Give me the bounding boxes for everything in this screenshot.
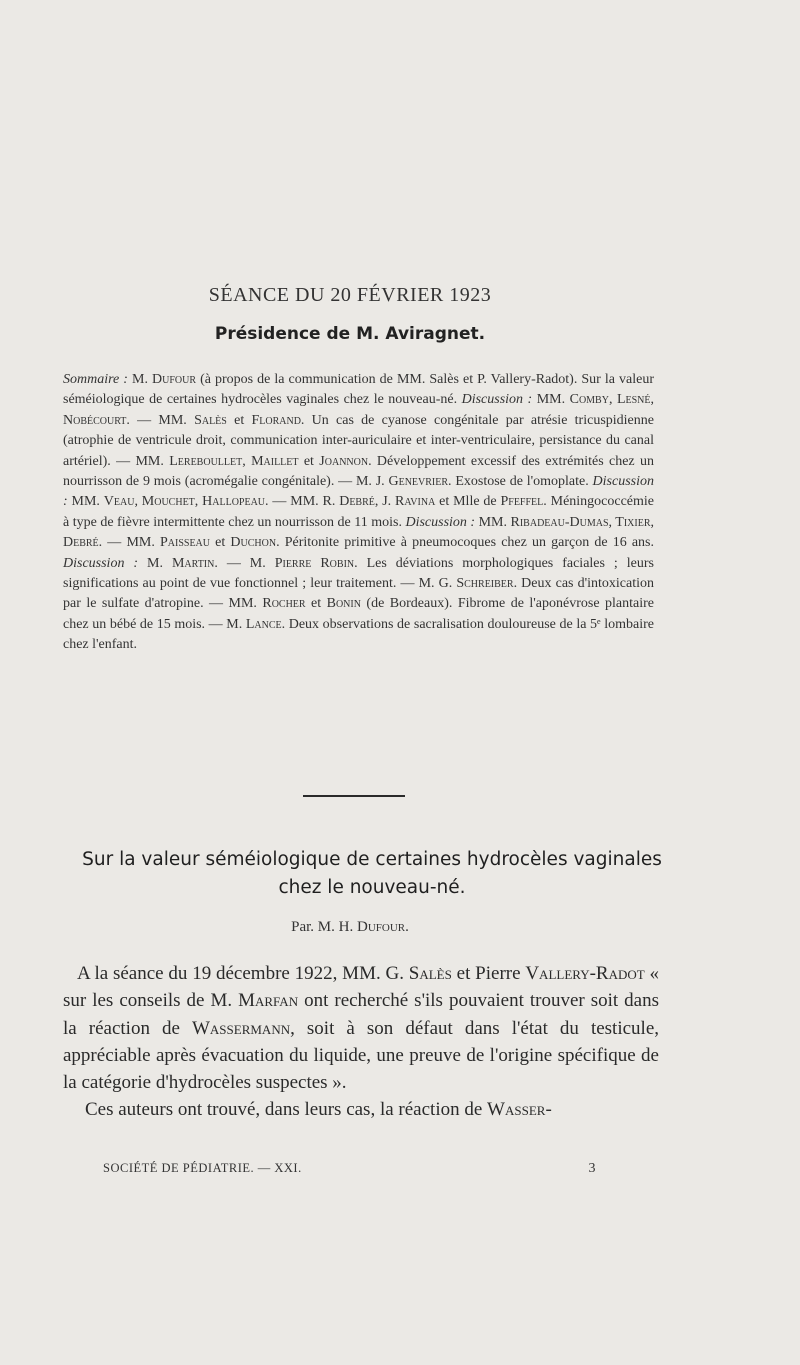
text-run: MM. bbox=[475, 514, 511, 530]
footer-journal: SOCIÉTÉ DE PÉDIATRIE. — XXI. bbox=[103, 1161, 302, 1175]
article-title-line-1: Sur la valeur séméiologique de certaines hydrocèles vaginales bbox=[82, 849, 662, 870]
author-name: Bonin bbox=[326, 596, 361, 612]
discussion-label: Discussion : bbox=[63, 474, 654, 510]
text-run: « sur les conseils de M. bbox=[63, 963, 660, 1012]
text-run: et bbox=[305, 596, 327, 612]
text-run: Ces auteurs ont trouvé, dans leurs cas, la réaction de bbox=[85, 1099, 488, 1121]
text-run: . — MM. R. bbox=[265, 494, 340, 510]
text-run: . Développement excessif des extrémités chez un nourrisson de 9 mois (acromégalie congénitale). — M. J. bbox=[63, 453, 654, 490]
author-name: Pierre Robin bbox=[274, 555, 355, 571]
presidence-line: Présidence de M. Aviragnet. bbox=[214, 324, 486, 344]
author-name: Marfan bbox=[238, 990, 299, 1012]
text-run: A la séance du 19 décembre 1922, MM. G. bbox=[77, 963, 409, 984]
author-name: Wassermann bbox=[191, 1017, 291, 1039]
section-separator bbox=[303, 795, 405, 797]
text-run: . Deux cas d'intoxication par le sulfate d'atropine. — MM. bbox=[63, 576, 654, 612]
text-run: . Méningococcémie à type de fièvre intermittente chez un nourrisson de 11 mois. bbox=[63, 494, 655, 530]
text-run: . — MM. bbox=[98, 535, 160, 551]
discussion-label: Discussion : bbox=[461, 392, 533, 408]
text-run: . Un cas de cyanose congénitale par atrésie tricuspidienne (atrophie de ventricule droit, communication inter-auriculaire et inter-ventriculaire, persistance du canal artériel). — MM. bbox=[63, 412, 654, 469]
text-run: . — M. bbox=[214, 555, 275, 571]
body-paragraph bbox=[63, 1096, 659, 1123]
author-name: Pfeffel bbox=[500, 494, 544, 510]
sommaire-paragraph bbox=[63, 370, 654, 656]
text-run: ont recherché s'ils pouvaient trouver soit dans la réaction de bbox=[63, 990, 659, 1039]
text-run: (de Bordeaux). Fibrome de l'aponévrose plantaire chez un bébé de 15 mois. — M. bbox=[63, 596, 654, 632]
sommaire-label: Sommaire : bbox=[63, 372, 128, 387]
author-name: Martin bbox=[171, 555, 215, 571]
author-name: Comby, Lesné, Nobécourt bbox=[63, 392, 654, 428]
byline-prefix: Par. M. H. bbox=[291, 919, 357, 935]
text-run: M. bbox=[138, 555, 172, 571]
author-name: Salès bbox=[408, 963, 452, 984]
text-run: et bbox=[210, 535, 231, 551]
text-run: . Péritonite primitive à pneumocoques chez un garçon de 16 ans. bbox=[276, 535, 654, 551]
author-name: Vallery-Radot bbox=[525, 963, 645, 984]
byline bbox=[0, 919, 700, 936]
author-name: Paisseau bbox=[159, 535, 210, 551]
author-name: Joannon bbox=[319, 453, 369, 469]
author-name: Schreiber bbox=[456, 576, 514, 592]
discussion-label: Discussion : bbox=[405, 514, 476, 530]
article-body bbox=[63, 960, 659, 1124]
author-name: Rocher bbox=[262, 596, 306, 612]
text-run: et bbox=[226, 412, 252, 428]
article-title-line-2: chez le nouveau-né. bbox=[278, 877, 466, 898]
page-footer bbox=[103, 1161, 596, 1176]
author-name: Florand bbox=[251, 412, 301, 428]
author-name: Lance bbox=[245, 616, 282, 632]
discussion-label: Discussion : bbox=[63, 555, 139, 571]
author-name: Ravina bbox=[395, 494, 436, 510]
author-name: Veau, Mouchet, Hallopeau bbox=[103, 494, 266, 510]
page-number: 3 bbox=[588, 1161, 596, 1176]
text-run: MM. bbox=[67, 494, 104, 510]
author-name: Lereboullet, Maillet bbox=[169, 453, 299, 469]
author-name: Genevrier bbox=[388, 474, 449, 490]
text-run: et Pierre bbox=[451, 963, 526, 984]
body-paragraph bbox=[63, 960, 659, 1096]
author-name: Dufour bbox=[152, 372, 197, 387]
text-run: M. bbox=[127, 372, 153, 387]
byline-suffix: . bbox=[405, 919, 409, 935]
text-run: . Les déviations morphologiques faciales ; leurs significations au point de vue fonctionnel ; leur traitement. — M. G. bbox=[63, 555, 654, 592]
author-name: Duchon bbox=[230, 535, 277, 551]
text-run: . Deux observations de sacralisation douloureuse de la 5ᵉ lombaire chez l'enfant. bbox=[63, 616, 654, 653]
author-name: Wasser- bbox=[487, 1099, 552, 1121]
seance-title: SÉANCE DU 20 FÉVRIER 1923 bbox=[208, 284, 492, 306]
article-title bbox=[40, 846, 704, 902]
byline-author: Dufour bbox=[356, 919, 406, 935]
author-name: Ribadeau-Dumas, Tixier, Debré bbox=[63, 514, 654, 551]
text-run: . Exostose de l'omoplate. bbox=[448, 474, 593, 490]
text-run: MM. bbox=[532, 392, 570, 408]
text-run: . — MM. bbox=[126, 412, 195, 428]
text-run: et bbox=[298, 453, 320, 469]
text-run: , J. bbox=[374, 494, 396, 510]
text-run: (à propos de la communication de MM. Salès et P. Vallery-Radot). Sur la valeur séméiologique de certaines hydrocèles vaginales chez le nouveau-né. bbox=[63, 372, 655, 408]
author-name: Salès bbox=[194, 412, 227, 428]
author-name: Debré bbox=[339, 494, 375, 510]
text-run: et Mlle de bbox=[435, 494, 501, 510]
text-run: , soit à son défaut dans l'état du testicule, appréciable après évacuation du liquide, une preuve de l'origine spécifique de la catégorie d'hydrocèles suspectes ». bbox=[63, 1017, 659, 1094]
